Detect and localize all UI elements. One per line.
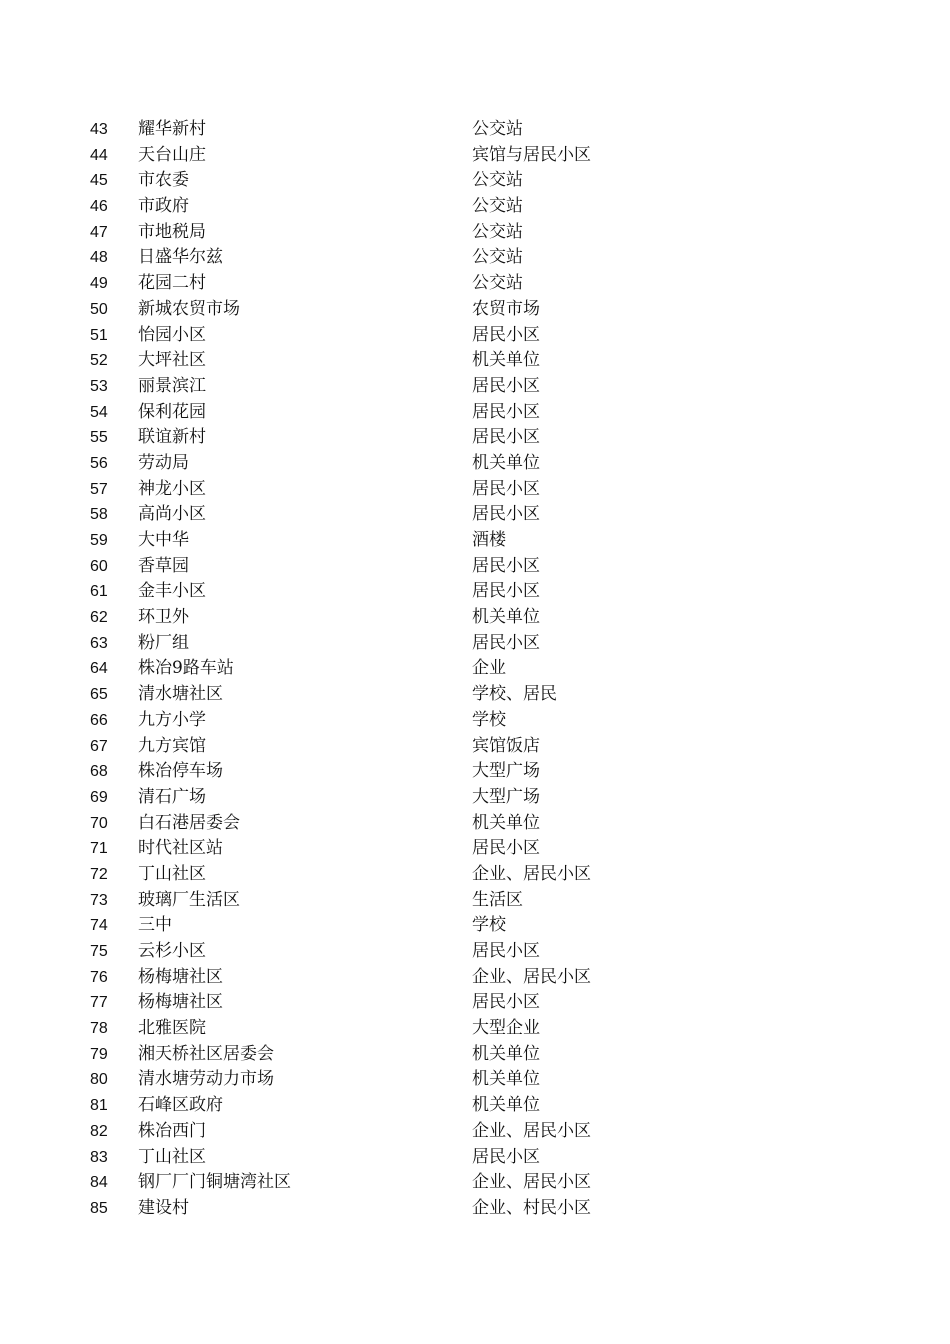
location-name: 湘天桥社区居委会 [138,1043,274,1064]
table-row [0,1119,950,1145]
location-type: 机关单位 [472,812,540,833]
row-number: 51 [90,326,108,344]
row-number: 79 [90,1045,108,1063]
location-type: 大型企业 [472,1018,540,1039]
row-number: 75 [90,943,108,960]
location-name: 粉厂组 [138,632,189,653]
table-row [0,117,950,143]
row-number: 80 [90,1071,108,1089]
location-name: 白石港居委会 [138,812,240,833]
location-name: 北雅医院 [138,1018,206,1039]
row-number: 57 [90,480,108,498]
location-type: 居民小区 [472,478,540,499]
row-number: 56 [90,454,108,472]
row-number: 81 [90,1097,108,1115]
table-row [0,1042,950,1068]
row-number: 60 [90,557,108,575]
row-number: 54 [90,403,108,421]
table-row [0,1093,950,1119]
location-name: 保利花园 [138,401,206,422]
location-type: 学校 [472,915,506,936]
location-type: 企业、村民小区 [472,1197,591,1218]
location-type: 企业 [472,658,506,679]
table-row [0,1067,950,1093]
location-type: 机关单位 [472,350,540,371]
location-type: 机关单位 [472,452,540,473]
location-type: 公交站 [472,170,523,191]
location-name: 花园二村 [138,273,206,294]
location-type: 居民小区 [472,555,540,576]
table-row [0,811,950,837]
location-type: 大型广场 [472,761,540,782]
row-number: 64 [90,660,108,678]
location-name: 市地税局 [138,221,206,242]
table-row [0,1196,950,1222]
location-name: 大坪社区 [138,350,206,371]
row-number: 78 [90,1020,108,1038]
table-row [0,862,950,888]
location-name: 株冶停车场 [138,761,223,782]
location-type: 公交站 [472,196,523,217]
location-name: 建设村 [138,1197,189,1218]
location-name: 丁山社区 [138,1146,206,1167]
location-name: 大中华 [138,530,189,550]
table-row [0,605,950,631]
location-name: 钢厂厂门铜塘湾社区 [138,1172,291,1193]
table-row [0,245,950,271]
location-type: 宾馆饭店 [472,735,540,756]
location-name: 杨梅塘社区 [138,992,223,1013]
location-type: 居民小区 [472,324,540,345]
location-name: 日盛华尔兹 [138,247,223,268]
location-name: 株冶9路车站 [138,658,234,679]
row-number: 44 [90,146,108,164]
row-number: 85 [90,1199,108,1217]
table-row [0,528,950,554]
table-row [0,1170,950,1196]
table-row [0,194,950,220]
row-number: 69 [90,788,108,806]
table-row [0,888,950,914]
location-name: 联谊新村 [138,427,206,448]
table-row [0,1016,950,1042]
table-row [0,579,950,605]
table-row [0,631,950,657]
data-table [0,117,950,1222]
row-number: 83 [90,1148,108,1166]
location-name: 清水塘社区 [138,684,223,705]
location-type: 学校、居民 [472,684,557,705]
location-name: 清石广场 [138,786,206,807]
table-row [0,913,950,939]
row-number: 62 [90,609,108,627]
location-type: 居民小区 [472,992,540,1013]
row-number: 53 [90,377,108,395]
table-row [0,220,950,246]
row-number: 71 [90,840,108,858]
table-row [0,477,950,503]
location-name: 三中 [138,915,172,936]
row-number: 70 [90,814,108,832]
row-number: 50 [90,300,108,318]
table-row [0,785,950,811]
location-name: 新城农贸市场 [138,298,240,319]
table-row [0,1145,950,1171]
location-name: 株冶西门 [138,1120,206,1141]
location-name: 耀华新村 [138,119,206,139]
location-type: 企业、居民小区 [472,966,591,987]
location-type: 公交站 [472,221,523,242]
location-type: 企业、居民小区 [472,863,591,884]
row-number: 47 [90,223,108,241]
table-row [0,682,950,708]
row-number: 49 [90,275,108,293]
location-name: 石峰区政府 [138,1095,223,1116]
location-name: 清水塘劳动力市场 [138,1069,274,1090]
table-row [0,759,950,785]
location-name: 怡园小区 [138,324,206,345]
location-name: 市农委 [138,170,189,191]
table-row [0,965,950,991]
row-number: 74 [90,917,108,935]
row-number: 43 [90,121,108,138]
location-type: 居民小区 [472,401,540,422]
row-number: 77 [90,994,108,1012]
location-type: 宾馆与居民小区 [472,144,591,165]
table-row [0,297,950,323]
table-row [0,271,950,297]
table-row [0,656,950,682]
location-type: 机关单位 [472,1095,540,1116]
row-number: 67 [90,737,108,755]
row-number: 59 [90,532,108,549]
location-name: 神龙小区 [138,478,206,499]
location-type: 企业、居民小区 [472,1120,591,1141]
row-number: 63 [90,634,108,652]
row-number: 55 [90,429,108,447]
location-type: 居民小区 [472,581,540,602]
row-number: 82 [90,1122,108,1140]
location-name: 九方宾馆 [138,735,206,756]
location-name: 云杉小区 [138,941,206,961]
row-number: 66 [90,711,108,729]
table-row [0,168,950,194]
row-number: 52 [90,352,108,370]
location-name: 杨梅塘社区 [138,966,223,987]
location-type: 企业、居民小区 [472,1172,591,1193]
location-type: 大型广场 [472,786,540,807]
location-type: 机关单位 [472,1069,540,1090]
row-number: 68 [90,763,108,781]
location-type: 学校 [472,709,506,730]
location-type: 居民小区 [472,1146,540,1167]
location-name: 环卫外 [138,607,189,628]
location-type: 机关单位 [472,607,540,628]
table-row [0,348,950,374]
table-row [0,425,950,451]
location-name: 市政府 [138,196,189,217]
row-number: 65 [90,686,108,704]
location-name: 天台山庄 [138,144,206,165]
table-row [0,374,950,400]
location-type: 酒楼 [472,530,506,550]
table-row [0,451,950,477]
table-row [0,400,950,426]
location-type: 公交站 [472,273,523,294]
table-row [0,734,950,760]
row-number: 84 [90,1174,108,1192]
row-number: 46 [90,198,108,216]
location-type: 机关单位 [472,1043,540,1064]
location-name: 时代社区站 [138,838,223,859]
location-type: 农贸市场 [472,298,540,319]
table-row [0,708,950,734]
table-row [0,143,950,169]
location-type: 居民小区 [472,427,540,448]
location-name: 玻璃厂生活区 [138,889,240,910]
location-name: 金丰小区 [138,581,206,602]
location-name: 丁山社区 [138,863,206,884]
location-name: 高尚小区 [138,504,206,525]
location-type: 居民小区 [472,838,540,859]
table-row [0,990,950,1016]
row-number: 72 [90,865,108,883]
location-type: 居民小区 [472,632,540,653]
location-type: 生活区 [472,889,523,910]
row-number: 48 [90,249,108,267]
location-name: 香草园 [138,555,189,576]
location-type: 居民小区 [472,375,540,396]
table-row [0,836,950,862]
location-name: 劳动局 [138,452,189,473]
location-name: 九方小学 [138,709,206,730]
location-type: 公交站 [472,247,523,268]
row-number: 73 [90,891,108,909]
location-type: 公交站 [472,119,523,139]
location-type: 居民小区 [472,504,540,525]
row-number: 58 [90,506,108,524]
table-row [0,554,950,580]
location-name: 丽景滨江 [138,375,206,396]
row-number: 76 [90,968,108,986]
table-row [0,323,950,349]
table-row [0,939,950,965]
row-number: 45 [90,172,108,190]
row-number: 61 [90,583,108,601]
location-type: 居民小区 [472,941,540,961]
table-row [0,502,950,528]
